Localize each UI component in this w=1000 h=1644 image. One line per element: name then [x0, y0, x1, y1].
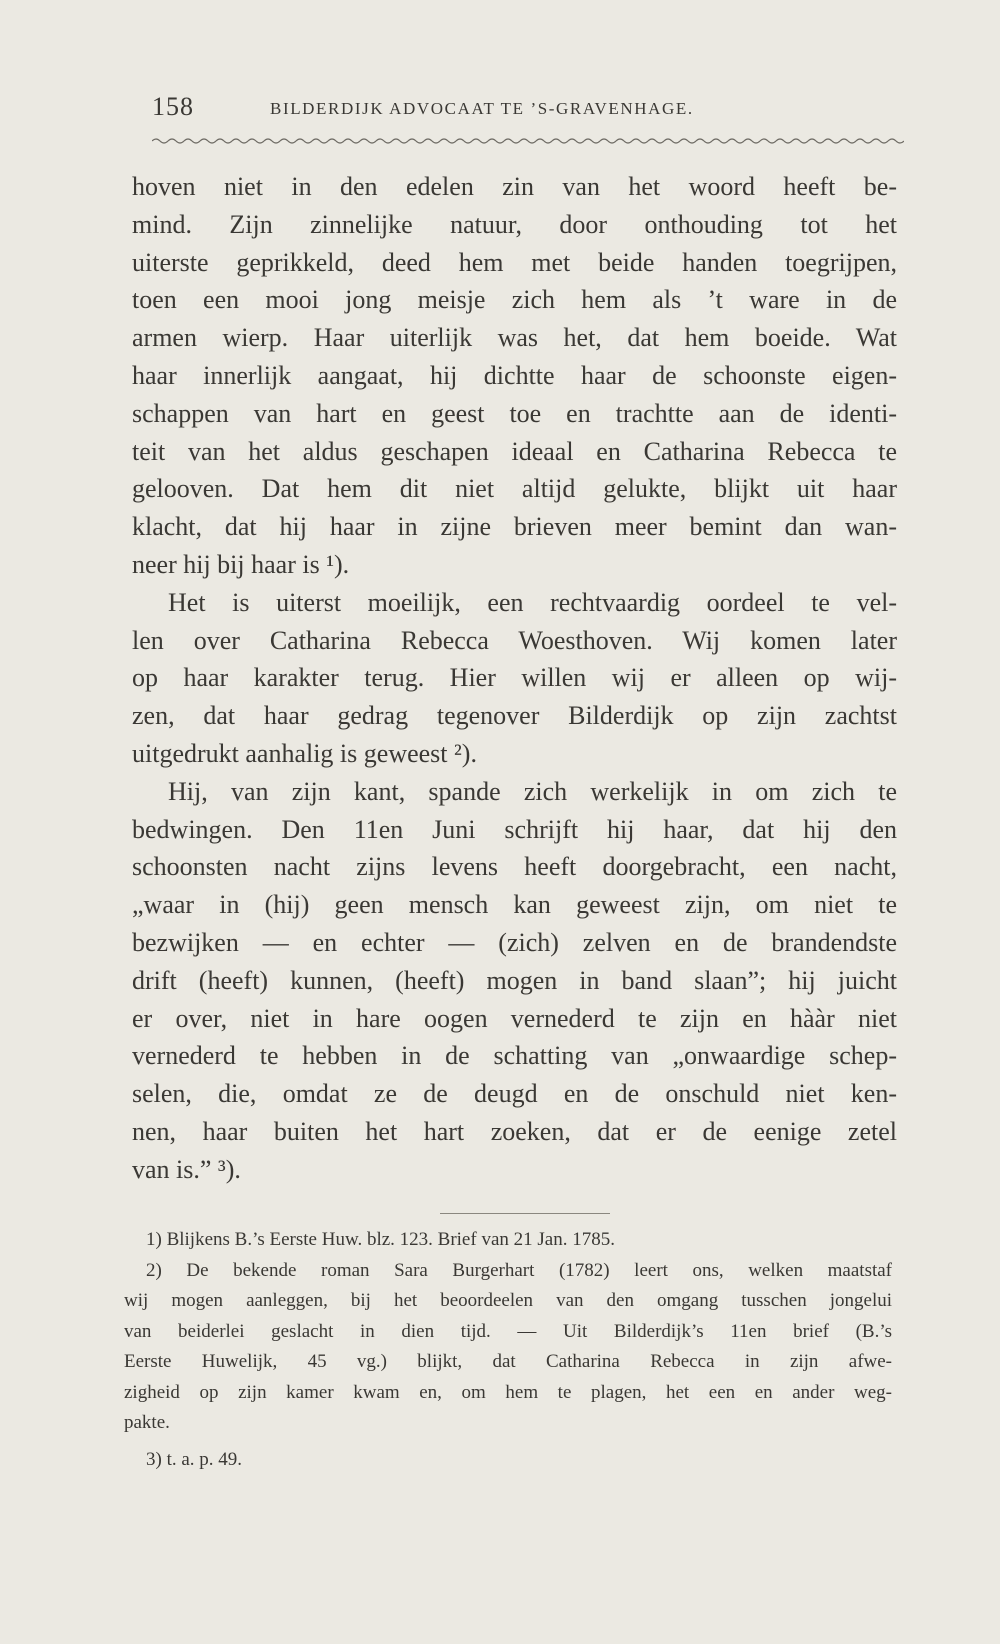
text-line: haar innerlijk aangaat, hij dichtte haar de schoonste eigen- [132, 360, 897, 390]
text-line: schoonsten nacht zijns levens heeft doorgebracht, een nacht, [132, 852, 897, 882]
text-line: schappen van hart en geest toe en trachtte aan de identi- [132, 398, 897, 428]
footnote-line: 2) De bekende roman Sara Burgerhart (1782) leert ons, welken maatstaf [146, 1259, 892, 1281]
text-line: len over Catharina Rebecca Woesthoven. Wij komen later [132, 625, 897, 655]
text-line: hoven niet in den edelen zin van het woord heeft be- [132, 172, 897, 201]
text-line: uitgedrukt aanhalig is geweest ²). [132, 738, 477, 768]
footnotes [124, 1225, 892, 1475]
text-line: van is.” ³). [132, 1154, 241, 1184]
body-text [132, 168, 897, 1189]
text-line: klacht, dat hij haar in zijne brieven meer bemint dan wan- [132, 512, 897, 542]
text-line: bedwingen. Den 11en Juni schrijft hij haar, dat hij den [132, 814, 897, 844]
footnote-line: pakte. [124, 1412, 170, 1433]
footnote-line: 3) t. a. p. 49. [146, 1448, 243, 1470]
page-header [152, 92, 892, 132]
text-line: Het is uiterst moeilijk, een rechtvaardig oordeel te vel- [168, 587, 897, 617]
text-line: Hij, van zijn kant, spande zich werkelijk in om zich te [168, 776, 897, 806]
text-line: er over, niet in hare oogen vernederd te zijn en hààr niet [132, 1003, 897, 1033]
footnote-separator [440, 1213, 610, 1214]
text-line: uiterste geprikkeld, deed hem met beide handen toegrijpen, [132, 247, 897, 277]
text-line: drift (heeft) kunnen, (heeft) mogen in band slaan”; hij juicht [132, 965, 897, 995]
footnote-line: Eerste Huwelijk, 45 vg.) blijkt, dat Catharina Rebecca in zijn afwe- [124, 1351, 892, 1372]
text-line: bezwijken — en echter — (zich) zelven en de brandendste [132, 927, 897, 957]
page-number: 158 [152, 92, 194, 121]
text-line: vernederd te hebben in de schatting van „onwaardige schep- [132, 1041, 897, 1071]
header-ornamental-rule [152, 136, 904, 146]
text-line: gelooven. Dat hem dit niet altijd gelukte, blijkt uit haar [132, 474, 897, 504]
footnote-line: 1) Blijkens B.’s Eerste Huw. blz. 123. Brief van 21 Jan. 1785. [146, 1229, 615, 1250]
text-line: zen, dat haar gedrag tegenover Bilderdijk op zijn zachtst [132, 701, 897, 731]
text-line: toen een mooi jong meisje zich hem als ’t ware in de [132, 285, 897, 315]
text-line: mind. Zijn zinnelijke natuur, door onthouding tot het [132, 209, 897, 239]
footnote-line: zigheid op zijn kamer kwam en, om hem te plagen, het een en ander weg- [124, 1381, 892, 1403]
text-line: selen, die, omdat ze de deugd en de onschuld niet ken- [132, 1079, 897, 1109]
text-line: nen, haar buiten het hart zoeken, dat er de eenige zetel [132, 1116, 897, 1146]
footnote-line: wij mogen aanleggen, bij het beoordeelen van den omgang tusschen jongelui [124, 1290, 892, 1311]
text-line: armen wierp. Haar uiterlijk was het, dat hem boeide. Wat [132, 323, 897, 353]
running-head: BILDERDIJK ADVOCAAT TE ’S-GRAVENHAGE. [270, 99, 694, 118]
text-line: „waar in (hij) geen mensch kan geweest zijn, om niet te [132, 890, 897, 920]
text-line: neer hij bij haar is ¹). [132, 549, 350, 579]
footnote-line: van beiderlei geslacht in dien tijd. — Uit Bilderdijk’s 11en brief (B.’s [124, 1320, 892, 1342]
text-line: op haar karakter terug. Hier willen wij er alleen op wij- [132, 663, 897, 693]
text-line: teit van het aldus geschapen ideaal en Catharina Rebecca te [132, 436, 897, 466]
